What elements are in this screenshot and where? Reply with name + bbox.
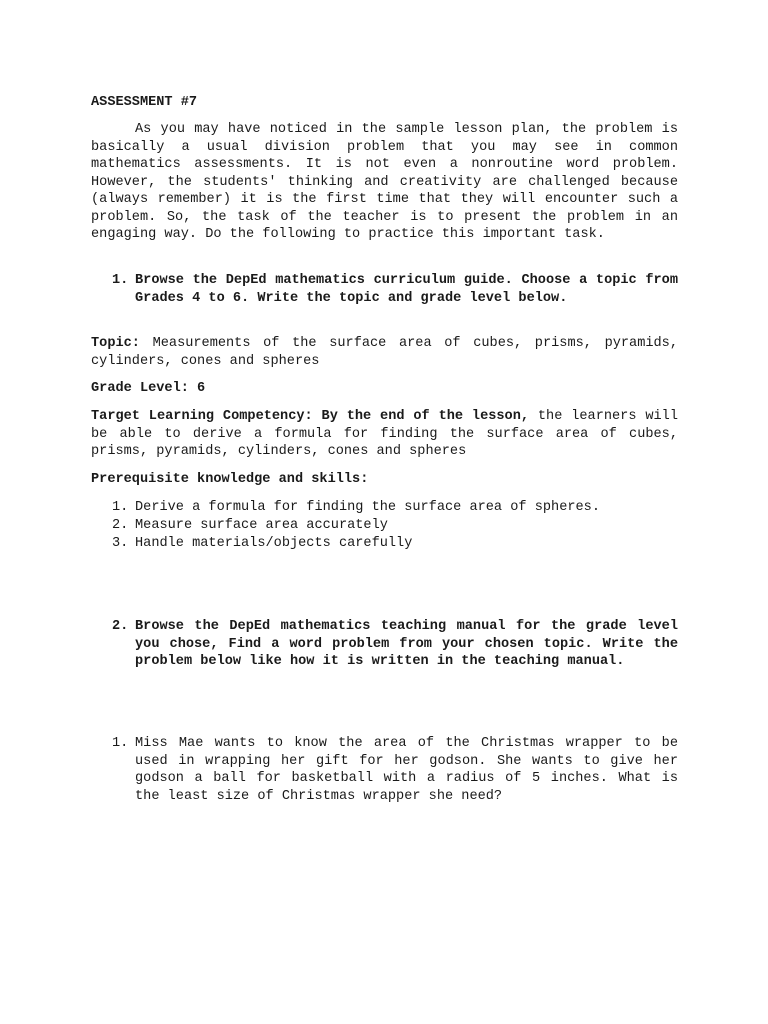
- target-competency: [91, 408, 678, 461]
- topic-line: [91, 335, 678, 370]
- prerequisite-item-text: Handle materials/objects carefully: [135, 536, 413, 551]
- prerequisite-label: Prerequisite knowledge and skills:: [91, 472, 369, 487]
- grade-level-line: [91, 380, 678, 398]
- intro-paragraph: As you may have noticed in the sample lesson plan, the problem is basically a usual division problem that you may see in common mathematics assessments. It is not even a nonroutine word problem. However, the students' thinking and creativity are challenged because (always remember) it is the first time that they will encounter such a problem. So, the task of the teacher is to present the problem in an engaging way. Do the following to practice this important task.: [91, 122, 678, 242]
- prerequisite-item-number: 2.: [112, 518, 129, 533]
- task-1-text: Browse the DepEd mathematics curriculum guide. Choose a topic from Grades 4 to 6. Write the topic and grade level below.: [135, 273, 678, 306]
- task-2-number: 2.: [112, 619, 129, 634]
- target-label: Target Learning Competency: By the end of the lesson,: [91, 409, 530, 424]
- word-problem-number: 1.: [112, 736, 129, 751]
- assessment-heading: ASSESSMENT #7: [91, 95, 198, 110]
- topic-value: Measurements of the surface area of cubes, prisms, pyramids, cylinders, cones and spheres: [91, 336, 678, 369]
- task-2: [91, 618, 678, 671]
- prerequisite-item: [91, 535, 678, 553]
- prerequisite-item-number: 1.: [112, 500, 129, 515]
- prerequisite-item-number: 3.: [112, 536, 129, 551]
- prerequisite-item: [91, 499, 678, 517]
- task-1: [91, 272, 678, 307]
- prerequisite-item-text: Derive a formula for finding the surface area of spheres.: [135, 500, 600, 515]
- prerequisite-item: [91, 517, 678, 535]
- word-problem: [91, 735, 678, 805]
- word-problem-text: Miss Mae wants to know the area of the Christmas wrapper to be used in wrapping her gift for her godson. She wants to give her godson a ball for basketball with a radius of 5 inches. What is the least size of Christmas wrapper she need?: [135, 736, 678, 804]
- topic-label: Topic:: [91, 336, 140, 351]
- prerequisite-item-text: Measure surface area accurately: [135, 518, 388, 533]
- task-1-number: 1.: [112, 273, 129, 288]
- prerequisite-heading: [91, 471, 678, 489]
- task-2-text: Browse the DepEd mathematics teaching manual for the grade level you chose, Find a word problem from your chosen topic. Write the problem below like how it is written in the teaching manual.: [135, 619, 678, 669]
- grade-level-label: Grade Level: 6: [91, 381, 206, 396]
- target-value: the learners will be able to derive a formula for finding the surface area of cubes, prisms, pyramids, cylinders, cones and spheres: [91, 409, 678, 459]
